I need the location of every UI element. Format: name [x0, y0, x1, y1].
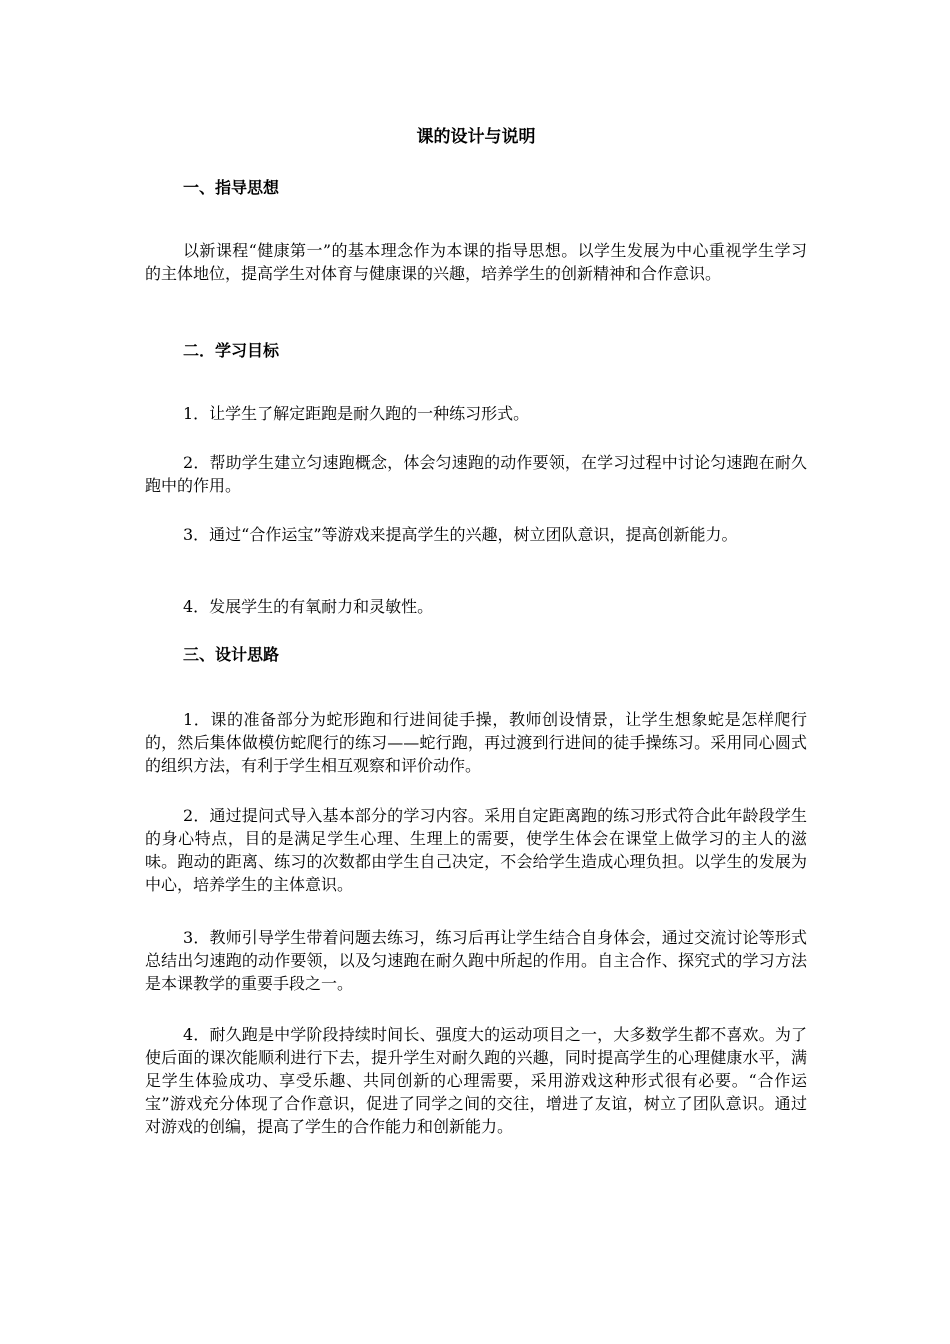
- section-heading-learning-goals: 二．学习目标: [183, 341, 280, 360]
- list-item: 4．耐久跑是中学阶段持续时间长、强度大的运动项目之一，大多数学生都不喜欢。为了使后面的课次能顺利进行下去，提升学生对耐久跑的兴趣，同时提高学生的心理健康水平，满足学生体验成功、享受乐趣、共同创新的心理需要，采用游戏这种形式很有必要。“合作运宝”游戏充分体现了合作意识，促进了同学之间的交往，增进了友谊，树立了团队意识。通过对游戏的创编，提高了学生的合作能力和创新能力。: [145, 1025, 807, 1136]
- list-item: 2．通过提问式导入基本部分的学习内容。采用自定距离跑的练习形式符合此年龄段学生的身心特点，目的是满足学生心理、生理上的需要，使学生体会在课堂上做学习的主人的滋味。跑动的距离、练习的次数都由学生自己决定，不会给学生造成心理负担。以学生的发展为中心，培养学生的主体意识。: [145, 806, 807, 894]
- paragraph: 以新课程“健康第一”的基本理念作为本课的指导思想。以学生发展为中心重视学生学习的主体地位，提高学生对体育与健康课的兴趣，培养学生的创新精神和合作意识。: [145, 241, 807, 283]
- section-heading-guiding-ideology: 一、指导思想: [183, 178, 280, 197]
- list-item: 1．让学生了解定距跑是耐久跑的一种练习形式。: [183, 404, 530, 423]
- list-item: 2．帮助学生建立匀速跑概念，体会匀速跑的动作要领，在学习过程中讨论匀速跑在耐久跑中的作用。: [145, 453, 807, 495]
- list-item: 4．发展学生的有氧耐力和灵敏性。: [183, 597, 434, 616]
- section-heading-design-thinking: 三、设计思路: [183, 645, 280, 664]
- list-item: 3．教师引导学生带着问题去练习，练习后再让学生结合自身体会，通过交流讨论等形式总结出匀速跑的动作要领，以及匀速跑在耐久跑中所起的作用。自主合作、探究式的学习方法是本课教学的重要手段之一。: [145, 928, 807, 993]
- list-item: 3．通过“合作运宝”等游戏来提高学生的兴趣，树立团队意识，提高创新能力。: [183, 525, 738, 544]
- list-item: 1．课的准备部分为蛇形跑和行进间徒手操，教师创设情景，让学生想象蛇是怎样爬行的，然后集体做模仿蛇爬行的练习——蛇行跑，再过渡到行进间的徒手操练习。采用同心圆式的组织方法，有利于学生相互观察和评价动作。: [145, 710, 807, 775]
- document-title: 课的设计与说明: [416, 127, 536, 147]
